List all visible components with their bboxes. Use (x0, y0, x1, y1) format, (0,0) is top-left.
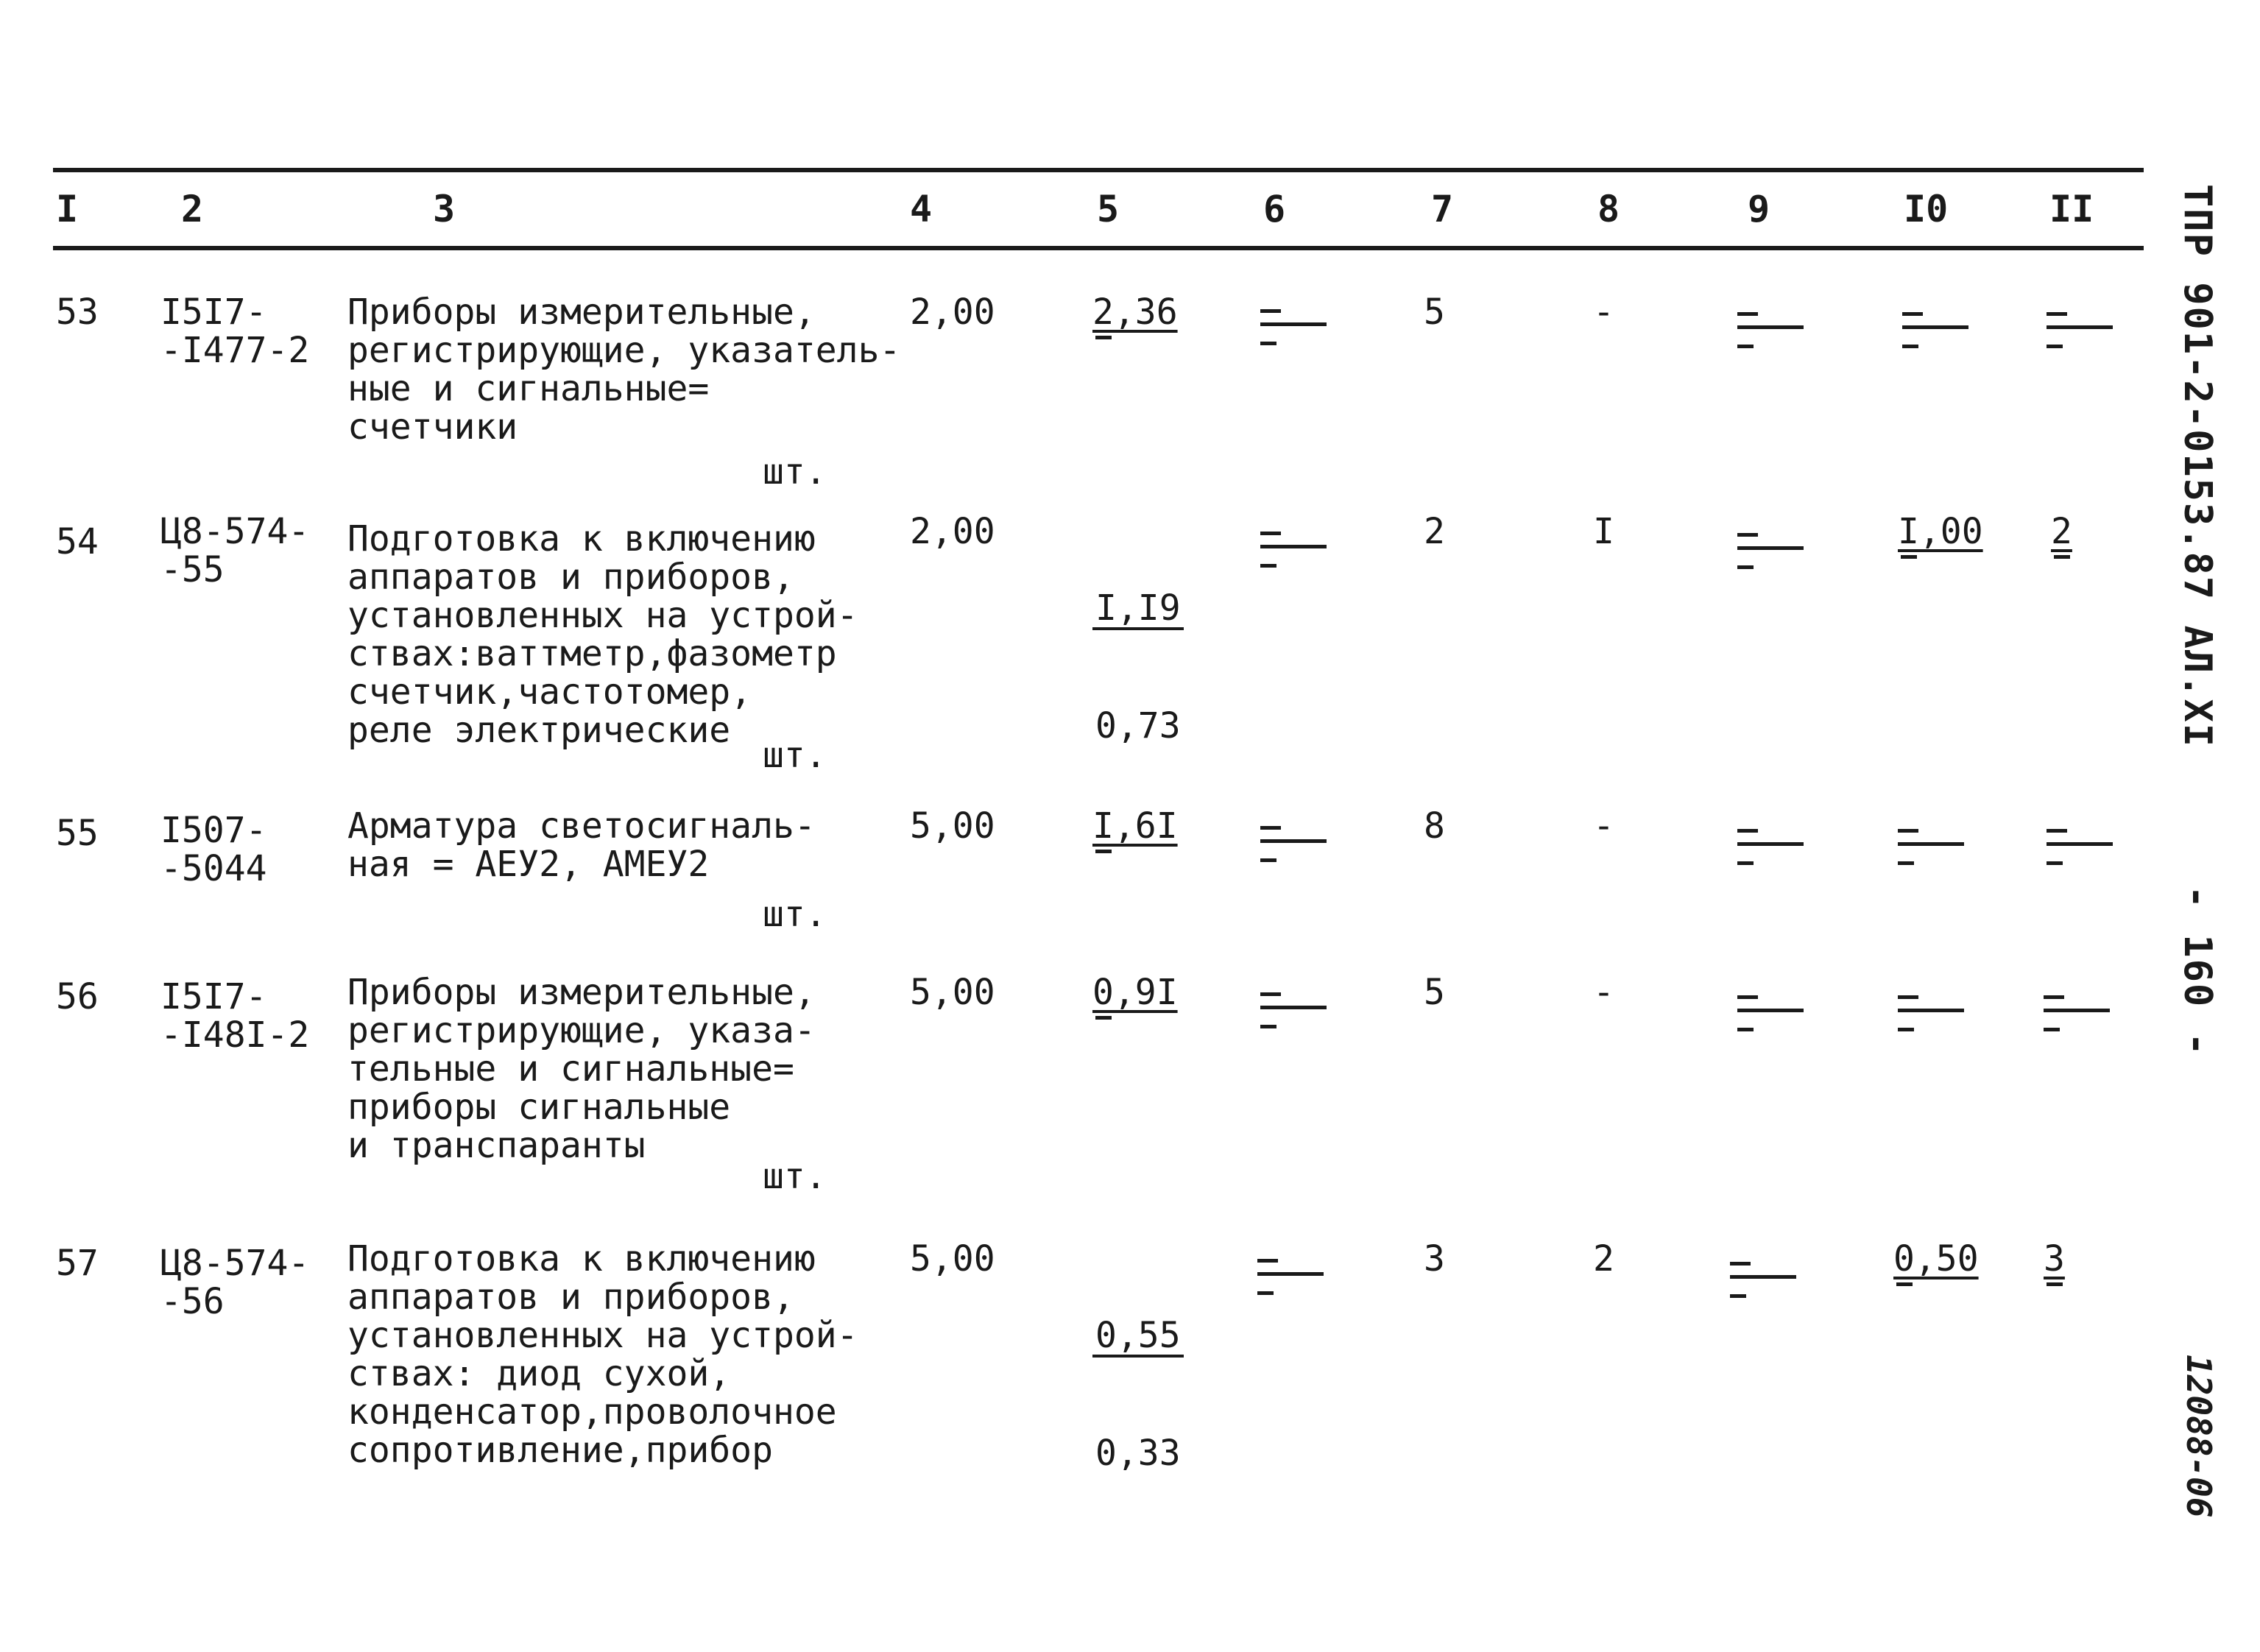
ditto-mark (1726, 1257, 1793, 1309)
dash-mark (1901, 555, 1917, 559)
archive-stamp: 12088-06 (2179, 1355, 2219, 1518)
ditto-mark (1893, 825, 1961, 876)
ditto-mark (1898, 308, 1966, 359)
ditto-mark (1893, 991, 1961, 1042)
ditto-mark (1733, 308, 1801, 359)
header-col-5: 5 (1097, 188, 1120, 230)
row-col10-value: 0,50 (1893, 1238, 1979, 1279)
row-col4: 2,00 (910, 511, 995, 552)
row-col10-value: I,00 (1898, 511, 1983, 552)
row-col11 (2044, 1240, 2065, 1286)
row-col5-fraction (1092, 1240, 1184, 1549)
row-col7: 5 (1424, 292, 1445, 333)
ditto-mark (2042, 308, 2110, 359)
fraction-numerator: 0,55 (1092, 1316, 1184, 1358)
header-col-8: 8 (1597, 188, 1620, 230)
table-header-rule (53, 246, 2144, 250)
row-col8: - (1593, 292, 1614, 333)
row-number: 56 (56, 976, 99, 1017)
row-col7: 2 (1424, 511, 1445, 552)
row-description: Подготовка к включению аппаратов и приборов, установленных на устрой- ствах:ваттметр,фазометр счетчик,частотомер, реле электрические (347, 518, 858, 751)
ditto-mark (1733, 825, 1801, 876)
ditto-mark (1256, 305, 1324, 356)
row-col11 (2051, 512, 2072, 559)
row-col5-value: I,6I (1092, 805, 1178, 847)
fraction-denominator: 0,73 (1095, 705, 1181, 746)
ditto-mark (1256, 822, 1324, 873)
row-col5-value: 2,36 (1092, 292, 1178, 333)
row-col10 (1893, 1240, 1979, 1286)
row-description: Приборы измерительные, регистрирующие, указатель- ные и сигнальные= счетчики (347, 292, 901, 448)
dash-mark (2054, 555, 2070, 559)
row-col4: 5,00 (910, 972, 995, 1013)
dash-mark (1095, 1016, 1112, 1020)
row-unit: шт. (763, 894, 827, 935)
row-col5 (1092, 973, 1178, 1020)
row-col5 (1092, 293, 1178, 339)
row-unit: шт. (763, 735, 827, 776)
header-col-3: 3 (433, 188, 456, 230)
row-col5-value: 0,9I (1092, 972, 1178, 1013)
document-code: ТПР 901-2-0153.87 АЛ.ХI (2175, 184, 2220, 749)
row-col4: 5,00 (910, 805, 995, 847)
row-col7: 3 (1424, 1238, 1445, 1279)
header-col-9: 9 (1748, 188, 1770, 230)
ditto-mark (1733, 991, 1801, 1042)
ditto-mark (1256, 988, 1324, 1039)
row-col8: - (1593, 805, 1614, 847)
row-description: Подготовка к включению аппаратов и приборов, установленных на устрой- ствах: диод сухой, конденсатор,проволочное сопротивление,прибор (347, 1238, 858, 1471)
row-col5-fraction (1092, 512, 1184, 822)
row-col11-value: 3 (2044, 1238, 2065, 1279)
ditto-mark (2042, 825, 2110, 876)
ditto-mark (1256, 527, 1324, 579)
row-col11-value: 2 (2051, 511, 2072, 552)
table-top-rule (53, 168, 2144, 172)
header-col-2: 2 (181, 188, 204, 230)
dash-mark (1095, 336, 1112, 339)
row-col4: 5,00 (910, 1238, 995, 1279)
row-number: 53 (56, 292, 99, 333)
row-col10 (1898, 512, 1983, 559)
row-code: Ц8-574- -55 (160, 511, 310, 590)
document-code-and-page (2175, 184, 2220, 1057)
row-number: 54 (56, 521, 99, 562)
row-unit: шт. (763, 1156, 827, 1197)
row-col4: 2,00 (910, 292, 995, 333)
row-code: Ц8-574- -56 (160, 1243, 310, 1322)
ditto-mark (2039, 991, 2107, 1042)
row-col8: I (1593, 511, 1614, 552)
dash-mark (2047, 1282, 2063, 1286)
row-col8: 2 (1593, 1238, 1614, 1279)
header-col-7: 7 (1431, 188, 1454, 230)
row-description: Приборы измерительные, регистрирующие, указа- тельные и сигнальные= приборы сигнальные и транспаранты (347, 972, 816, 1166)
row-col8: - (1593, 972, 1614, 1013)
row-number: 57 (56, 1243, 99, 1284)
row-number: 55 (56, 813, 99, 854)
row-code: I507- -5044 (160, 810, 267, 889)
header-col-10: I0 (1904, 188, 1949, 230)
row-col5 (1092, 807, 1178, 853)
header-col-1: I (56, 188, 79, 230)
header-col-4: 4 (910, 188, 933, 230)
row-code: I5I7- -I477-2 (160, 292, 310, 371)
row-description: Арматура светосигналь- ная = АЕУ2, АМЕУ2 (347, 805, 816, 885)
row-code: I5I7- -I48I-2 (160, 976, 310, 1056)
header-col-11: II (2049, 188, 2094, 230)
row-col7: 5 (1424, 972, 1445, 1013)
ditto-mark (1253, 1254, 1321, 1306)
page-number: - 160 - (2175, 885, 2220, 1057)
header-col-6: 6 (1263, 188, 1286, 230)
dash-mark (1095, 850, 1112, 853)
row-unit: шт. (763, 451, 827, 493)
fraction-denominator: 0,33 (1095, 1433, 1181, 1474)
ditto-mark (1733, 529, 1801, 580)
row-col7: 8 (1424, 805, 1445, 847)
dash-mark (1896, 1282, 1913, 1286)
fraction-numerator: I,I9 (1092, 589, 1184, 630)
